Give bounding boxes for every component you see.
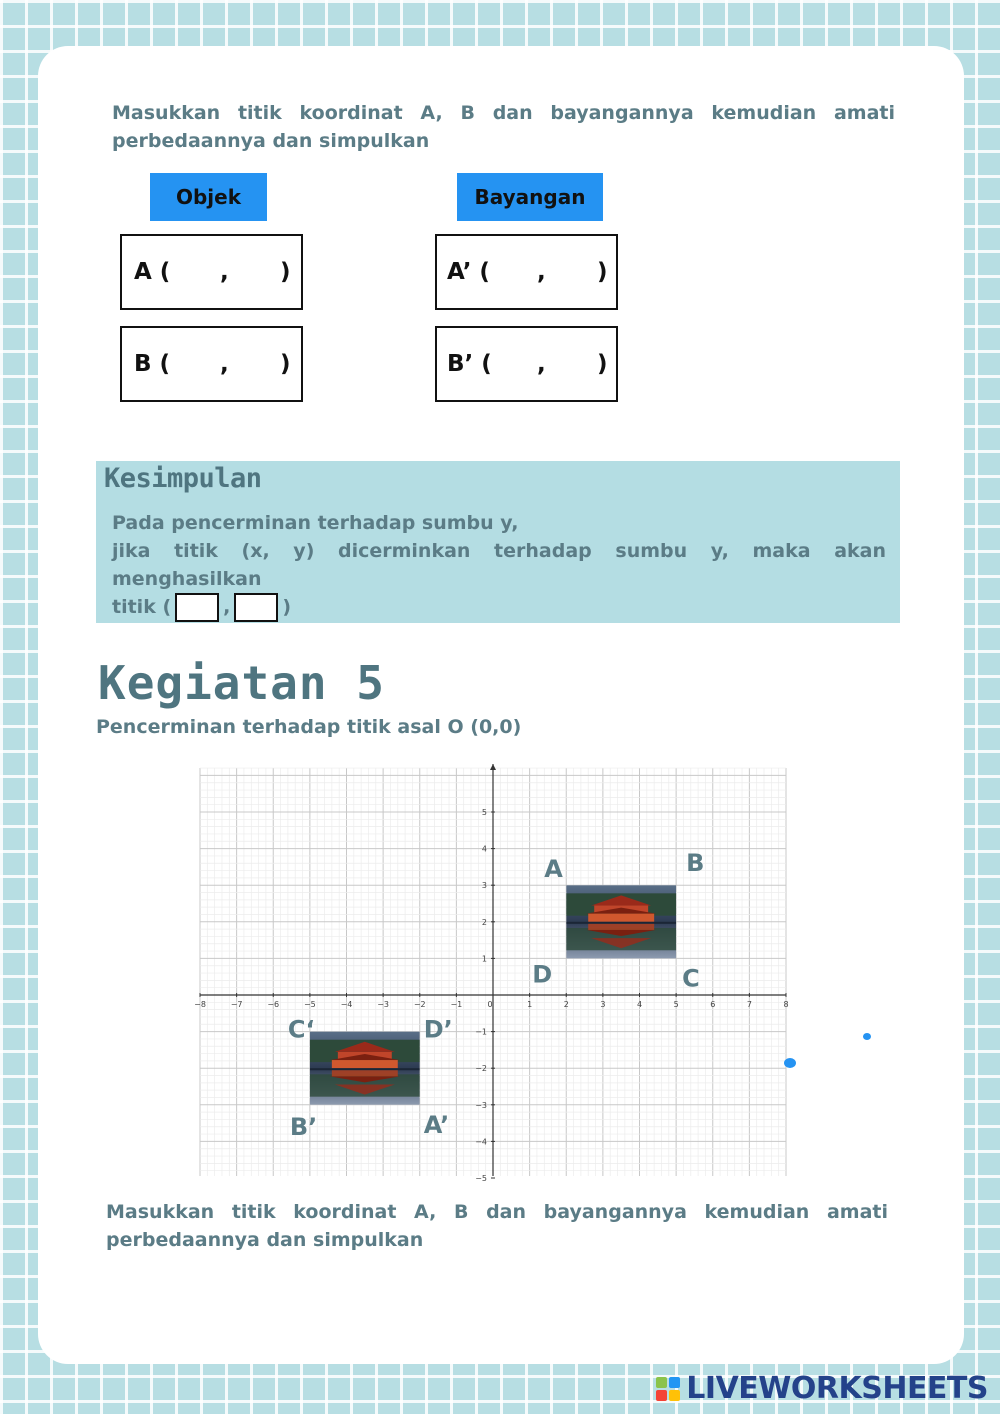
marker-dot-2 bbox=[863, 1033, 871, 1040]
conclusion-line-1: Pada pencerminan terhadap sumbu y, bbox=[112, 512, 519, 534]
x-tick-label: 1 bbox=[527, 1000, 533, 1009]
y-tick-label: 3 bbox=[481, 881, 487, 891]
point-a-comma: , bbox=[220, 259, 229, 285]
x-tick-label: −2 bbox=[413, 1000, 426, 1009]
point-b-label: B ( bbox=[134, 351, 171, 377]
image-temple-image bbox=[310, 1032, 420, 1105]
point-label-d: D bbox=[532, 960, 553, 989]
answer-y-input[interactable] bbox=[234, 593, 278, 622]
y-axis-arrow-icon bbox=[490, 764, 496, 770]
x-tick-label: 2 bbox=[563, 1000, 569, 1009]
logo-square-1 bbox=[656, 1377, 667, 1388]
y-tick-label: −1 bbox=[475, 1027, 487, 1037]
point-b-box bbox=[120, 326, 303, 402]
logo-mark-icon bbox=[656, 1377, 680, 1401]
point-a-close: ) bbox=[280, 259, 291, 285]
object-header: Objek bbox=[150, 173, 267, 221]
point-a-prime-close: ) bbox=[597, 259, 608, 285]
x-tick-label: 5 bbox=[673, 1000, 679, 1009]
x-tick-label: 3 bbox=[600, 1000, 606, 1009]
point-label-c: C bbox=[682, 964, 700, 993]
point-b-prime-label: B’ ( bbox=[447, 351, 492, 377]
x-tick-label: −6 bbox=[267, 1000, 280, 1009]
point-label-a-prime: A’ bbox=[423, 1110, 450, 1139]
point-b-prime-box bbox=[435, 326, 618, 402]
logo-text: LIVEWORKSHEETS bbox=[686, 1371, 988, 1406]
point-a-prime-box bbox=[435, 234, 618, 310]
y-tick-label: −4 bbox=[475, 1137, 487, 1147]
point-a-prime-label: A’ ( bbox=[447, 259, 490, 285]
logo-square-3 bbox=[656, 1390, 667, 1401]
conclusion-line-3 bbox=[112, 593, 886, 622]
y-tick-label: −5 bbox=[475, 1174, 487, 1183]
x-tick-label: 7 bbox=[746, 1000, 752, 1009]
y-tick-label: 2 bbox=[481, 917, 487, 927]
y-tick-label: −2 bbox=[475, 1064, 487, 1074]
point-label-b: B bbox=[686, 849, 705, 878]
y-tick-label: 5 bbox=[481, 808, 487, 817]
y-tick-label: 4 bbox=[481, 844, 487, 854]
x-tick-label: 4 bbox=[636, 1000, 643, 1009]
y-tick-label: 1 bbox=[481, 954, 487, 964]
logo-square-4 bbox=[669, 1390, 680, 1401]
section-title: Kegiatan 5 bbox=[98, 656, 385, 710]
x-tick-label: −3 bbox=[377, 1000, 390, 1009]
conclusion-suffix: ) bbox=[282, 596, 292, 618]
conclusion-title: Kesimpulan bbox=[104, 463, 262, 494]
y-tick-label: −3 bbox=[475, 1100, 487, 1110]
point-b-prime-comma: , bbox=[537, 351, 546, 377]
conclusion-text bbox=[112, 509, 886, 622]
conclusion-prefix: titik ( bbox=[112, 596, 172, 618]
conclusion-line-2: jika titik (x, y) dicerminkan terhadap sumbu y, maka akan menghasilkan bbox=[112, 540, 886, 590]
point-label-a: A bbox=[544, 855, 563, 884]
point-label-d-prime: D’ bbox=[423, 1015, 453, 1044]
section-subtitle: Pencerminan terhadap titik asal O (0,0) bbox=[96, 716, 522, 738]
coordinate-plane bbox=[194, 762, 792, 1183]
logo-square-2 bbox=[669, 1377, 680, 1388]
conclusion-panel bbox=[96, 461, 900, 623]
instruction-top: Masukkan titik koordinat A, B dan bayangannya kemudian amati perbedaannya dan simpulkan bbox=[112, 102, 895, 152]
image-header: Bayangan bbox=[457, 173, 603, 221]
object-temple-image bbox=[566, 885, 676, 958]
x-tick-label: 6 bbox=[710, 1000, 716, 1009]
point-b-comma: , bbox=[220, 351, 229, 377]
x-tick-label: −7 bbox=[230, 1000, 243, 1009]
x-tick-label: 8 bbox=[783, 1000, 789, 1009]
point-label-b-prime: B’ bbox=[289, 1112, 318, 1141]
liveworksheets-logo bbox=[656, 1371, 988, 1406]
x-tick-label: −4 bbox=[340, 1000, 353, 1009]
answer-x-input[interactable] bbox=[175, 593, 219, 622]
point-b-prime-close: ) bbox=[597, 351, 608, 377]
x-tick-label: 0 bbox=[487, 1000, 493, 1009]
point-a-prime-comma: , bbox=[537, 259, 546, 285]
x-tick-label: −1 bbox=[450, 1000, 463, 1009]
conclusion-separator: , bbox=[223, 596, 231, 618]
instruction-bottom: Masukkan titik koordinat A, B dan bayangannya kemudian amati perbedaannya dan simpulkan bbox=[106, 1201, 888, 1251]
x-tick-label: −5 bbox=[303, 1000, 316, 1009]
x-tick-label: −8 bbox=[194, 1000, 206, 1009]
marker-dot-1 bbox=[784, 1058, 796, 1068]
point-a-box bbox=[120, 234, 303, 310]
point-label-c-prime: C‘ bbox=[287, 1015, 315, 1044]
point-b-close: ) bbox=[280, 351, 291, 377]
point-a-label: A ( bbox=[134, 259, 171, 285]
